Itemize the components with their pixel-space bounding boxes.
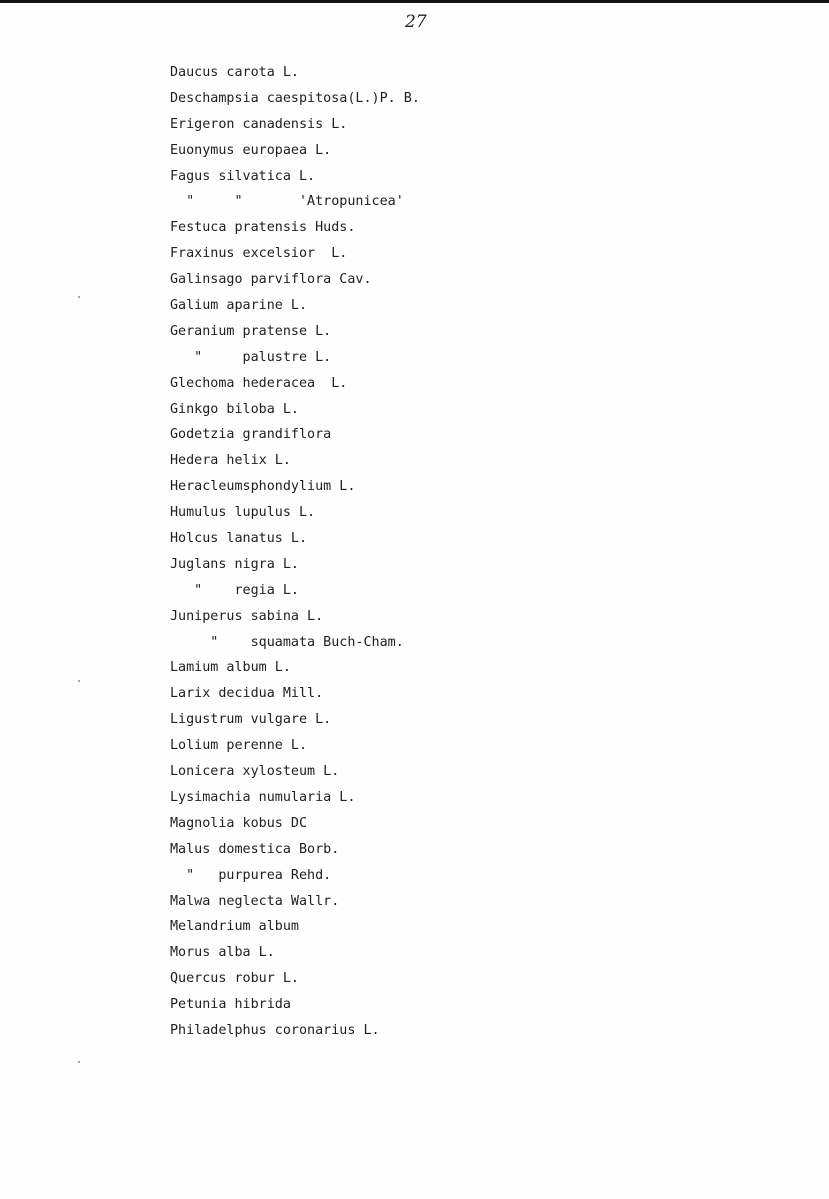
species-entry: Lamium album L. (170, 660, 291, 676)
species-entry: Heracleumsphondylium L. (170, 479, 356, 495)
page-number: 27 (405, 12, 427, 32)
species-entry: Philadelphus coronarius L. (170, 1022, 380, 1038)
species-entry: Erigeron canadensis L. (170, 116, 348, 132)
species-entry: Galinsago parviflora Cav. (170, 272, 372, 288)
species-entry: Ginkgo biloba L. (170, 401, 299, 417)
species-entry: Quercus robur L. (170, 971, 299, 987)
species-entry: Geranium pratense L. (170, 323, 332, 339)
species-entry: Morus alba L. (170, 945, 275, 961)
species-list (170, 60, 770, 1044)
species-entry: Festuca pratensis Huds. (170, 220, 356, 236)
species-entry: " " 'Atropunicea' (170, 194, 404, 210)
species-entry: Holcus lanatus L. (170, 531, 308, 547)
species-entry: Fagus silvatica L. (170, 168, 316, 184)
species-entry: Lonicera xylosteum L. (170, 764, 340, 780)
species-entry: Malus domestica Borb. (170, 841, 340, 857)
species-entry: " palustre L. (170, 349, 332, 365)
species-entry: " purpurea Rehd. (170, 867, 332, 883)
species-entry: Galium aparine L. (170, 298, 308, 314)
species-entry: Fraxinus excelsior L. (170, 246, 348, 262)
species-entry: Petunia hibrida (170, 997, 291, 1013)
page-top-edge (0, 0, 829, 3)
species-entry: Ligustrum vulgare L. (170, 712, 332, 728)
species-entry: Deschampsia caespitosa(L.)P. B. (170, 90, 420, 106)
species-entry: Juglans nigra L. (170, 556, 299, 572)
species-entry: Humulus lupulus L. (170, 505, 316, 521)
scan-speck (78, 680, 80, 682)
species-entry: Godetzia grandiflora (170, 427, 332, 443)
species-entry: Lolium perenne L. (170, 738, 308, 754)
species-entry: Euonymus europaea L. (170, 142, 332, 158)
scan-speck (78, 296, 80, 298)
species-entry: " regia L. (170, 582, 299, 598)
species-entry: Larix decidua Mill. (170, 686, 324, 702)
species-entry: Magnolia kobus DC (170, 815, 308, 831)
species-entry: Lysimachia numularia L. (170, 789, 356, 805)
species-entry: Juniperus sabina L. (170, 608, 324, 624)
species-entry: Melandrium album (170, 919, 299, 935)
species-entry: Hedera helix L. (170, 453, 291, 469)
species-entry: Malwa neglecta Wallr. (170, 893, 340, 909)
species-entry: " squamata Buch-Cham. (170, 634, 404, 650)
species-entry: Glechoma hederacea L. (170, 375, 348, 391)
species-entry: Daucus carota L. (170, 65, 299, 80)
scan-speck (78, 1061, 80, 1063)
